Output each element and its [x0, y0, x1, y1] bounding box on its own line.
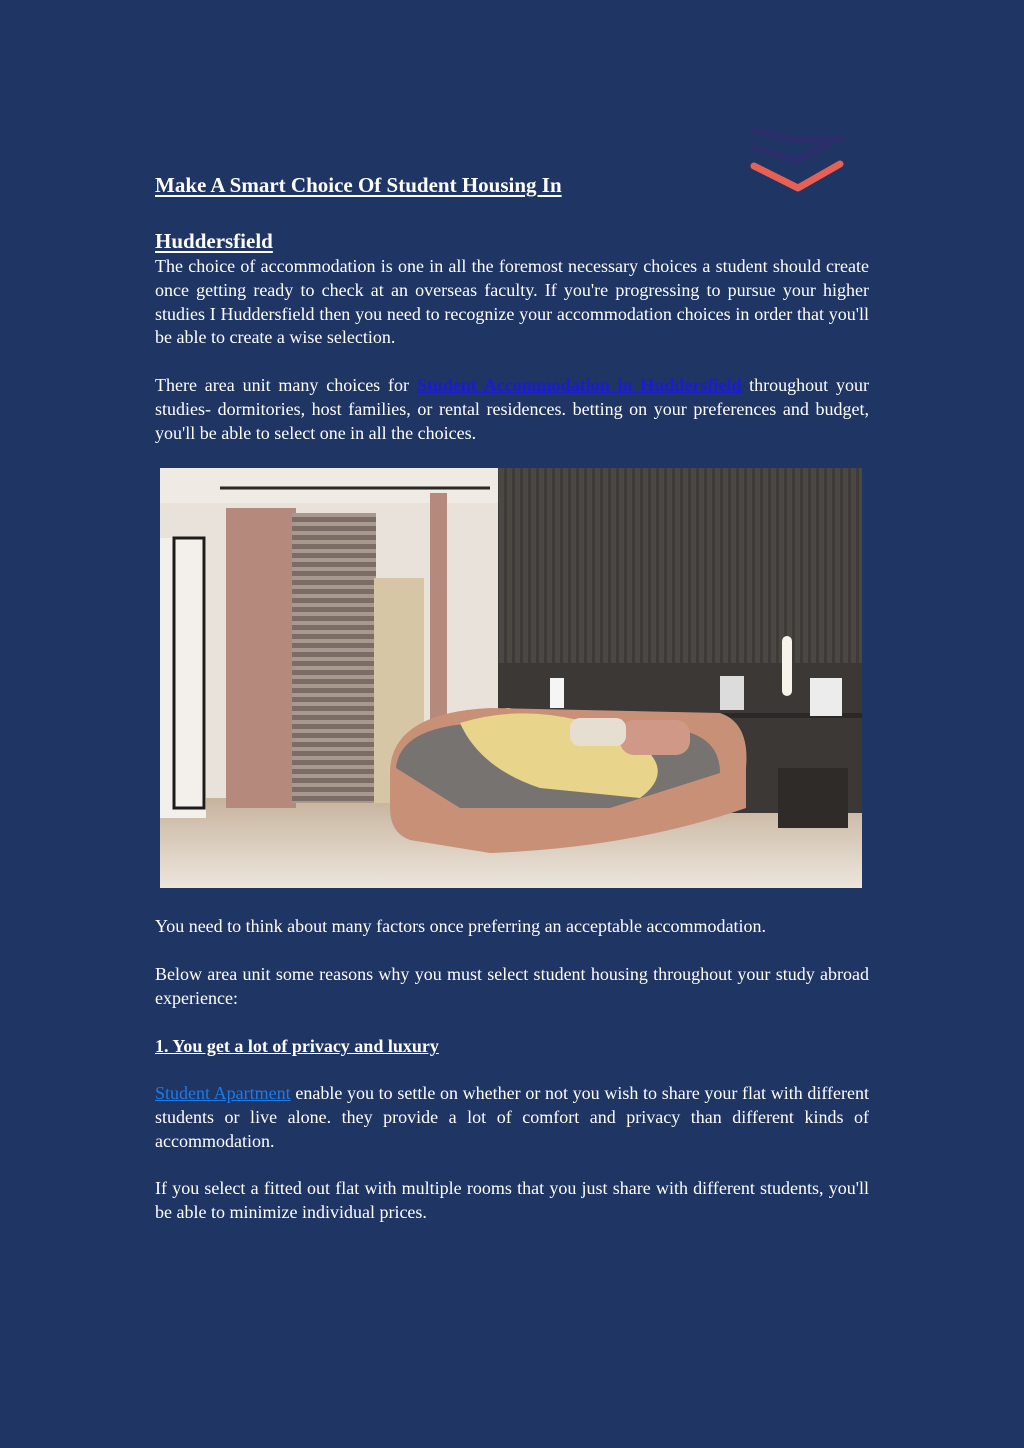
bedroom-illustration-icon — [160, 468, 862, 888]
shared-flat-paragraph: If you select a fitted out flat with multiple rooms that you just share with different students, you'll be able to minimize individual prices. — [155, 1178, 869, 1222]
factors-paragraph: You need to think about many factors once preferring an acceptable accommodation. — [155, 916, 766, 936]
bedroom-photo — [160, 468, 862, 888]
reasons-paragraph: Below area unit some reasons why you must select student housing throughout your study abroad experience: — [155, 964, 869, 1008]
choices-paragraph — [155, 374, 869, 445]
student-apartment-link[interactable]: Student Apartment — [155, 1083, 291, 1103]
privacy-subheading: 1. You get a lot of privacy and luxury — [155, 1036, 439, 1056]
choices-text-after: throughout your studies- dormitories, host families, or rental residences. betting on your preferences and budget, you'll be able to select one in all the choices. — [155, 375, 869, 443]
apartment-paragraph — [155, 1082, 869, 1153]
intro-paragraph: The choice of accommodation is one in all the foremost necessary choices a student should create once getting ready to check at an overseas faculty. If you're progressing to pursue your higher studies I Huddersfield then you need to recognize your accommodation choices in order that you'll be able to create a wise selection. — [155, 256, 869, 348]
brand-logo-icon — [748, 118, 848, 198]
apartment-text-after: enable you to settle on whether or not you wish to share your flat with different students or live alone. they provide a lot of comfort and privacy than different kinds of accommodation. — [155, 1083, 870, 1151]
page-title-line-1: Make A Smart Choice Of Student Housing In — [155, 173, 562, 197]
student-accommodation-link[interactable]: Student Accommodation in Huddersfield — [416, 375, 742, 395]
choices-text-before: There area unit many choices for — [155, 375, 417, 395]
page-title-line-2: Huddersfield — [155, 229, 273, 253]
